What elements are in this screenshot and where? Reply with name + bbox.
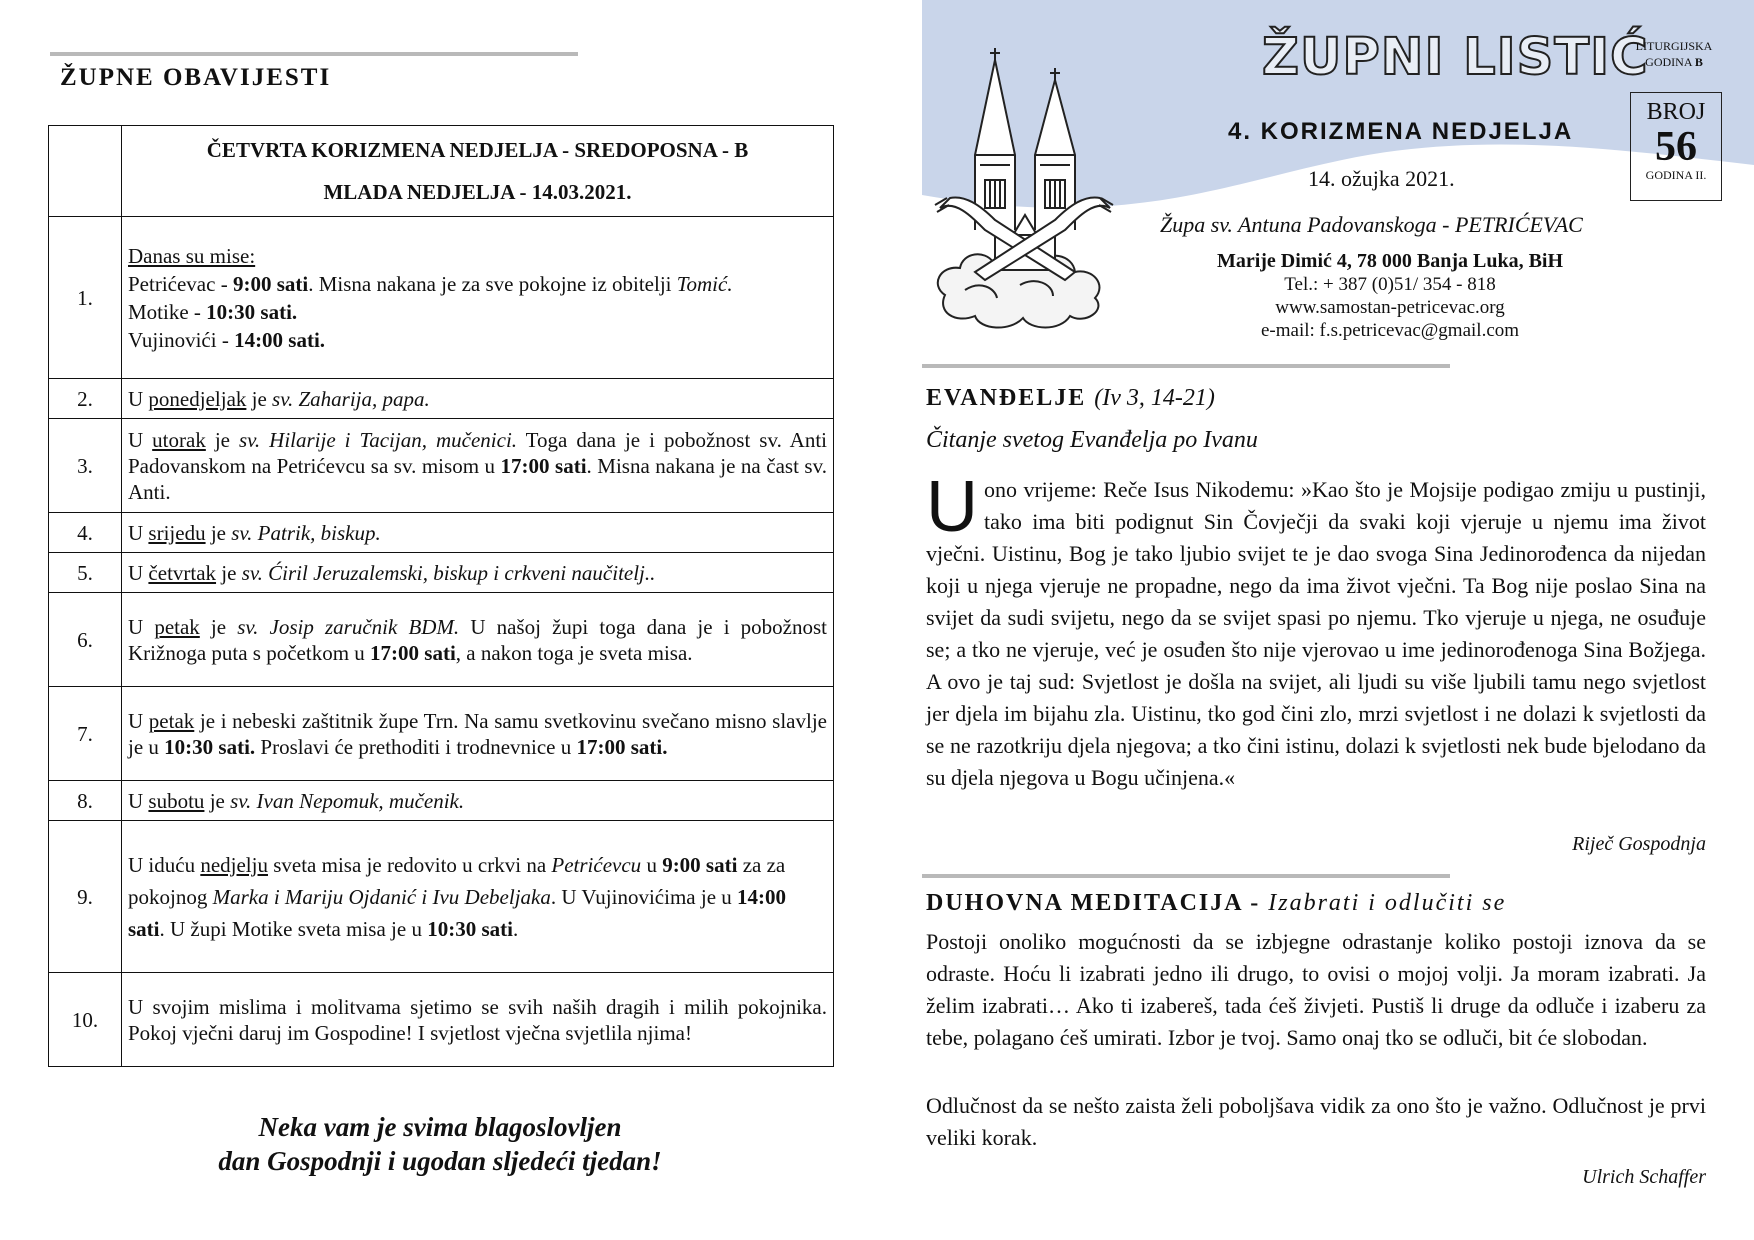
table-row [49,973,834,1067]
address: Marije Dimić 4, 78 000 Banja Luka, BiH [1216,250,1564,272]
phone: Tel.: + 387 (0)51/ 354 - 818 [1284,274,1496,295]
gospel-text: Uono vrijeme: Reče Isus Nikodemu: »Kao što je Mojsije podigao zmiju u pustinji, tako ima biti podignut Sin Čovječji da svaki koji vjeruje u njemu ima život vječni. Uistinu, Bog je tako ljubio svijet te je dao svoga Sina Jedinorođenca da nijedan koji u njega vjeruje ne propadne, nego da ima život vječni. Ta Bog nije poslao Sina na svijet da sudi svijetu, nego da se svijet spasi po njemu. Tko vjeruje u njega, ne osuđuje se; a tko ne vjeruje, već je osuđen što nije vjerovao u ime jedinorođenoga Sina Božjega. A ovo je taj sud: Svjetlost je došla na svijet, ali ljudi su više ljubili tamu nego svjetlost jer djela im bijahu zla. Uistinu, tko god čini zlo, mrzi svjetlost i ne dolazi k svjetlosti da se ne razotkriju djela njegova; a tko čini istinu, dolazi k svjetlosti nek bude bjelodano da su djela njegova u Bogu učinjena.« [926,467,1706,790]
header-line-1: ČETVRTA KORIZMENA NEDJELJA - SREDOPOSNA - B [206,138,749,162]
row-number: 6. [49,593,122,687]
row-text: U srijedu je sv. Patrik, biskup. [122,513,834,553]
gospel-dropcap: U [926,467,978,547]
meditation-heading: DUHOVNA MEDITACIJA - Izabrati i odlučiti se [926,890,1507,916]
row-text: U subotu je sv. Ivan Nepomuk, mučenik. [122,781,834,821]
table-row [49,553,834,593]
table-row [49,687,834,781]
row-number: 1. [49,217,122,379]
meditation-subtitle: Izabrati i odlučiti se [1268,890,1507,916]
website-link[interactable]: www.samostan-petricevac.org [1275,297,1505,318]
gospel-reference: (Iv 3, 14-21) [1094,385,1215,411]
contact-block [1180,250,1600,342]
row-number: 3. [49,419,122,513]
table-row [49,593,834,687]
issue-number-box [1630,92,1722,201]
row-number: 9. [49,821,122,973]
meditation-paragraph-1: Postoji onoliko mogućnosti da se izbjegne odrastanje koliko postoji iznova da se odraste. Hoću li izabrati jedno ili drugo, to ovisi o mojoj volji. Ja moram izabrati. Ja želim izabrati… Ako ti izabereš, tada ćeš živjeti. Pustiš li druge da odluče i izaberu za tebe, polagano ćeš umirati. Izbor je tvoj. Samo onaj tko se odluči, bit će slobodan. [926,929,1706,1050]
closing-line-2: dan Gospodnji i ugodan sljedeći tjedan! [218,1146,662,1176]
row-text: U ponedjeljak je sv. Zaharija, papa. [122,379,834,419]
meditation-paragraph-2: Odlučnost da se nešto zaista želi poboljšava vidik za ono što je važno. Odlučnost je prvi veliki korak. [926,1093,1706,1150]
email-link[interactable]: e-mail: f.s.petricevac@gmail.com [1260,320,1520,341]
gospel-subtitle: Čitanje svetog Evanđelja po Ivanu [926,427,1258,453]
gospel-closing: Riječ Gospodnja [1572,833,1706,855]
row-text: U svojim mislima i molitvama sjetimo se svih naših dragih i milih pokojnika. Pokoj vječni daruj im Gospodine! I svjetlost vječna svjetlila njima! [122,973,834,1067]
row-text: U iduću nedjelju sveta misa je redovito u crkvi na Petrićevcu u 9:00 sati za za pokojnog Marka i Mariju Ojdanić i Ivu Debeljaka. U Vujinovićima je u 14:00 sati. U župi Motike sveta misa je u 10:30 sati. [122,821,834,973]
table-row [49,419,834,513]
closing-blessing [150,1110,730,1178]
meditation-rule [922,874,1450,878]
table-row [49,781,834,821]
row-text: U utorak je sv. Hilarije i Tacijan, mučenici. Toga dana je i pobožnost sv. Anti Padovanskom na Petrićevcu sa sv. misom u 17:00 sati. Misna nakana je na čast sv. Anti. [122,419,834,513]
parish-name: Župa sv. Antuna Padovanskoga - PETRIĆEVAC [1160,212,1583,237]
issue-date: 14. ožujka 2021. [1308,166,1455,191]
announcements-heading: ŽUPNE OBAVIJESTI [60,64,332,91]
newsletter-title: ŽUPNI LISTIĆ [1262,28,1649,87]
row-text: U petak je sv. Josip zaručnik BDM. U našoj župi toga dana je i pobožnost Križnoga puta s početkom u 17:00 sati, a nakon toga je sveta misa. [122,593,834,687]
issue-number: 56 [1655,124,1697,170]
table-row [49,217,834,379]
gospel-rule [922,364,1450,368]
issue-label: BROJ [1646,99,1706,125]
row-number: 7. [49,687,122,781]
announcements-table [48,125,834,1067]
liturgical-year: LITURGIJSKA GODINA B [1635,39,1713,69]
masses-label: Danas su mise: [128,243,256,268]
table-header-row [49,126,834,217]
meditation-author: Ulrich Schaffer [1582,1166,1706,1188]
church-logo-icon [925,40,1125,340]
issue-year: GODINA II. [1645,168,1707,182]
table-row [49,379,834,419]
table-header [122,126,834,217]
row-number: 8. [49,781,122,821]
row-number: 10. [49,973,122,1067]
row-text: U petak je i nebeski zaštitnik župe Trn. Na samu svetkovinu svečano misno slavlje je u 10:30 sati. Proslavi će prethoditi i trodnevnice u 17:00 sati. [122,687,834,781]
sunday-name: 4. KORIZMENA NEDJELJA [1228,118,1574,145]
row-text: Danas su mise: Petrićevac - 9:00 sati. Misna nakana je za sve pokojne iz obitelji Tomić. Motike - 10:30 sati. Vujinovići - 14:00 sati. [122,217,834,379]
row-number: 4. [49,513,122,553]
table-row [49,513,834,553]
table-row [49,821,834,973]
row-number: 2. [49,379,122,419]
header-line-2: MLADA NEDJELJA - 14.03.2021. [323,180,632,204]
closing-line-1: Neka vam je svima blagoslovljen [258,1112,622,1142]
row-text: U četvrtak je sv. Ćiril Jeruzalemski, biskup i crkveni naučitelj.. [122,553,834,593]
top-rule-left [50,52,578,56]
row-number: 5. [49,553,122,593]
gospel-heading: EVANĐELJE (Iv 3, 14-21) [926,385,1215,411]
